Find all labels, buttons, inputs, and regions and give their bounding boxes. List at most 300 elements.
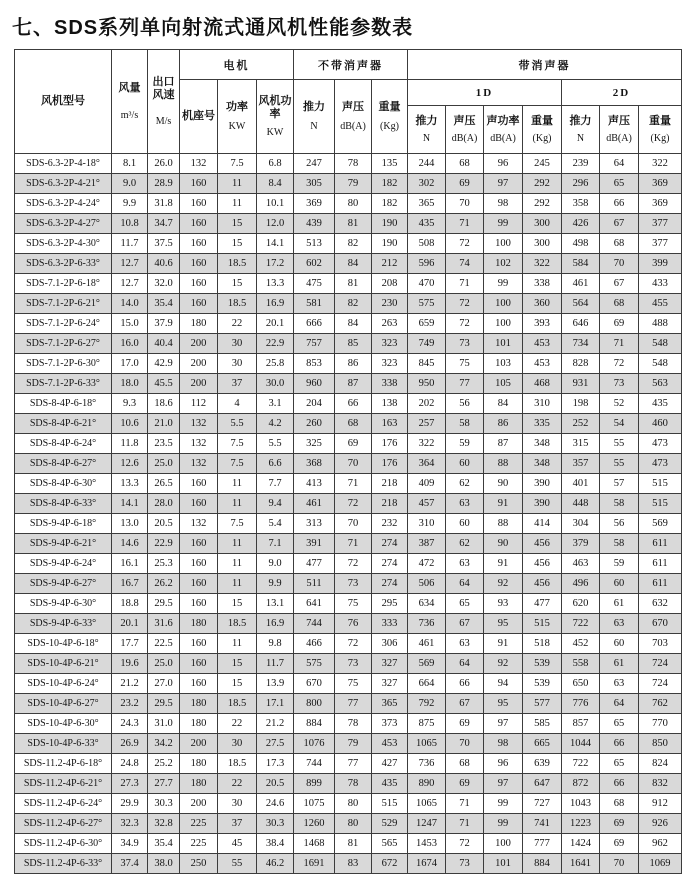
group-header-1d: 1D [408, 80, 562, 106]
value-cell: 22.5 [148, 634, 180, 654]
value-cell: 208 [372, 274, 408, 294]
table-row [15, 314, 682, 334]
value-cell: 65 [600, 754, 639, 774]
fan-model-cell: SDS-11.2-4P-6-33° [15, 854, 112, 874]
value-cell: 160 [180, 194, 218, 214]
fan-model-cell: SDS-9-4P-6-24° [15, 554, 112, 574]
value-cell: 132 [180, 154, 218, 174]
value-cell: 364 [408, 454, 446, 474]
value-cell: 32.3 [112, 814, 148, 834]
value-cell: 3.1 [257, 394, 294, 414]
value-cell: 348 [523, 434, 562, 454]
value-cell: 453 [523, 354, 562, 374]
value-cell: 1076 [294, 734, 335, 754]
value-cell: 61 [600, 654, 639, 674]
value-cell: 112 [180, 394, 218, 414]
value-cell: 75 [335, 674, 372, 694]
value-cell: 60 [600, 634, 639, 654]
fan-model-cell: SDS-11.2-4P-6-27° [15, 814, 112, 834]
value-cell: 182 [372, 194, 408, 214]
value-cell: 56 [446, 394, 484, 414]
col-header-power: 功率 KW [218, 80, 257, 154]
value-cell: 77 [335, 754, 372, 774]
value-cell: 1260 [294, 814, 335, 834]
value-cell: 7.5 [218, 154, 257, 174]
value-cell: 46.2 [257, 854, 294, 874]
value-cell: 26.9 [112, 734, 148, 754]
value-cell: 670 [639, 614, 682, 634]
value-cell: 777 [523, 834, 562, 854]
value-cell: 23.2 [112, 694, 148, 714]
value-cell: 30 [218, 334, 257, 354]
value-cell: 16.7 [112, 574, 148, 594]
value-cell: 30 [218, 354, 257, 374]
table-row [15, 734, 682, 754]
value-cell: 160 [180, 474, 218, 494]
value-cell: 575 [294, 654, 335, 674]
value-cell: 100 [484, 294, 523, 314]
table-header [15, 50, 682, 154]
value-cell: 435 [408, 214, 446, 234]
value-cell: 72 [446, 834, 484, 854]
value-cell: 875 [408, 714, 446, 734]
value-cell: 160 [180, 654, 218, 674]
value-cell: 722 [562, 754, 600, 774]
value-cell: 558 [562, 654, 600, 674]
value-cell: 322 [523, 254, 562, 274]
value-cell: 21.2 [112, 674, 148, 694]
fan-model-cell: SDS-8-4P-6-21° [15, 414, 112, 434]
value-cell: 9.9 [112, 194, 148, 214]
value-cell: 6.8 [257, 154, 294, 174]
value-cell: 9.8 [257, 634, 294, 654]
value-cell: 97 [484, 714, 523, 734]
value-cell: 1065 [408, 734, 446, 754]
value-cell: 666 [294, 314, 335, 334]
table-row [15, 394, 682, 414]
value-cell: 872 [562, 774, 600, 794]
table-row [15, 834, 682, 854]
value-cell: 1044 [562, 734, 600, 754]
value-cell: 132 [180, 434, 218, 454]
value-cell: 456 [523, 534, 562, 554]
value-cell: 13.3 [112, 474, 148, 494]
table-row [15, 374, 682, 394]
value-cell: 77 [335, 694, 372, 714]
value-cell: 539 [523, 654, 562, 674]
value-cell: 477 [523, 594, 562, 614]
page-title: 七、SDS系列单向射流式通风机性能参数表 [12, 17, 414, 39]
value-cell: 453 [372, 734, 408, 754]
value-cell: 390 [523, 474, 562, 494]
value-cell: 79 [335, 174, 372, 194]
value-cell: 18.5 [218, 754, 257, 774]
value-cell: 71 [335, 474, 372, 494]
value-cell: 22.9 [257, 334, 294, 354]
fan-model-cell: SDS-6.3-2P-4-21° [15, 174, 112, 194]
value-cell: 37 [218, 374, 257, 394]
value-cell: 73 [446, 334, 484, 354]
value-cell: 323 [372, 354, 408, 374]
value-cell: 70 [335, 514, 372, 534]
value-cell: 22 [218, 314, 257, 334]
value-cell: 15 [218, 214, 257, 234]
group-header-no-silencer: 不带消声器 [294, 50, 408, 80]
table-row [15, 754, 682, 774]
value-cell: 244 [408, 154, 446, 174]
value-cell: 90 [484, 534, 523, 554]
value-cell: 225 [180, 814, 218, 834]
value-cell: 54 [600, 414, 639, 434]
value-cell: 30 [218, 794, 257, 814]
value-cell: 71 [600, 334, 639, 354]
table-row [15, 814, 682, 834]
value-cell: 14.1 [257, 234, 294, 254]
value-cell: 14.0 [112, 294, 148, 314]
value-cell: 26.2 [148, 574, 180, 594]
value-cell: 11 [218, 554, 257, 574]
value-cell: 160 [180, 174, 218, 194]
value-cell: 66 [446, 674, 484, 694]
fan-model-cell: SDS-7.1-2P-6-18° [15, 274, 112, 294]
value-cell: 180 [180, 314, 218, 334]
value-cell: 87 [335, 374, 372, 394]
value-cell: 461 [562, 274, 600, 294]
value-cell: 38.0 [148, 854, 180, 874]
value-cell: 369 [639, 194, 682, 214]
value-cell: 29.9 [112, 794, 148, 814]
table-row [15, 454, 682, 474]
fan-model-cell: SDS-7.1-2P-6-24° [15, 314, 112, 334]
value-cell: 744 [294, 754, 335, 774]
value-cell: 899 [294, 774, 335, 794]
table-row [15, 674, 682, 694]
value-cell: 190 [372, 214, 408, 234]
value-cell: 749 [408, 334, 446, 354]
table-row [15, 634, 682, 654]
table-row [15, 494, 682, 514]
value-cell: 101 [484, 854, 523, 874]
value-cell: 390 [523, 494, 562, 514]
value-cell: 1691 [294, 854, 335, 874]
fan-model-cell: SDS-6.3-2P-4-30° [15, 234, 112, 254]
value-cell: 5.5 [257, 434, 294, 454]
value-cell: 305 [294, 174, 335, 194]
value-cell: 69 [446, 174, 484, 194]
value-cell: 548 [639, 354, 682, 374]
value-cell: 97 [484, 174, 523, 194]
value-cell: 448 [562, 494, 600, 514]
value-cell: 15 [218, 654, 257, 674]
value-cell: 455 [639, 294, 682, 314]
value-cell: 37.4 [112, 854, 148, 874]
value-cell: 22 [218, 774, 257, 794]
value-cell: 61 [600, 594, 639, 614]
value-cell: 96 [484, 154, 523, 174]
value-cell: 70 [446, 734, 484, 754]
value-cell: 824 [639, 754, 682, 774]
value-cell: 67 [600, 214, 639, 234]
table-row [15, 254, 682, 274]
value-cell: 263 [372, 314, 408, 334]
value-cell: 884 [523, 854, 562, 874]
value-cell: 23.5 [148, 434, 180, 454]
col-header-sound-pressure-1d: 声压 dB(A) [446, 106, 484, 154]
fan-model-cell: SDS-6.3-2P-6-33° [15, 254, 112, 274]
value-cell: 360 [523, 294, 562, 314]
value-cell: 672 [372, 854, 408, 874]
value-cell: 7.5 [218, 434, 257, 454]
value-cell: 10.8 [112, 214, 148, 234]
value-cell: 426 [562, 214, 600, 234]
value-cell: 10.1 [257, 194, 294, 214]
value-cell: 70 [335, 454, 372, 474]
value-cell: 295 [372, 594, 408, 614]
fan-model-cell: SDS-10-4P-6-24° [15, 674, 112, 694]
value-cell: 86 [335, 354, 372, 374]
value-cell: 82 [335, 294, 372, 314]
value-cell: 40.4 [148, 334, 180, 354]
value-cell: 584 [562, 254, 600, 274]
value-cell: 160 [180, 274, 218, 294]
value-cell: 83 [335, 854, 372, 874]
value-cell: 620 [562, 594, 600, 614]
value-cell: 63 [600, 674, 639, 694]
value-cell: 28.9 [148, 174, 180, 194]
value-cell: 91 [484, 634, 523, 654]
value-cell: 80 [335, 794, 372, 814]
value-cell: 63 [446, 494, 484, 514]
col-header-outlet-speed: 出口风速 M/s [148, 50, 180, 154]
value-cell: 72 [446, 294, 484, 314]
value-cell: 828 [562, 354, 600, 374]
value-cell: 456 [523, 574, 562, 594]
value-cell: 496 [562, 574, 600, 594]
value-cell: 734 [562, 334, 600, 354]
value-cell: 472 [408, 554, 446, 574]
value-cell: 17.7 [112, 634, 148, 654]
value-cell: 37.5 [148, 234, 180, 254]
value-cell: 296 [562, 174, 600, 194]
value-cell: 57 [600, 474, 639, 494]
value-cell: 250 [180, 854, 218, 874]
value-cell: 64 [600, 694, 639, 714]
value-cell: 69 [600, 834, 639, 854]
fan-model-cell: SDS-6.3-2P-4-27° [15, 214, 112, 234]
fan-model-cell: SDS-6.3-2P-4-18° [15, 154, 112, 174]
value-cell: 792 [408, 694, 446, 714]
value-cell: 8.1 [112, 154, 148, 174]
value-cell: 85 [335, 334, 372, 354]
value-cell: 466 [294, 634, 335, 654]
fan-model-cell: SDS-9-4P-6-30° [15, 594, 112, 614]
value-cell: 641 [294, 594, 335, 614]
fan-model-cell: SDS-6.3-2P-4-24° [15, 194, 112, 214]
value-cell: 1043 [562, 794, 600, 814]
value-cell: 401 [562, 474, 600, 494]
value-cell: 11 [218, 534, 257, 554]
value-cell: 70 [446, 194, 484, 214]
value-cell: 379 [562, 534, 600, 554]
table-row [15, 214, 682, 234]
value-cell: 632 [639, 594, 682, 614]
value-cell: 160 [180, 534, 218, 554]
value-cell: 102 [484, 254, 523, 274]
value-cell: 7.5 [218, 514, 257, 534]
value-cell: 98 [484, 734, 523, 754]
value-cell: 56 [600, 514, 639, 534]
value-cell: 435 [372, 774, 408, 794]
value-cell: 67 [600, 274, 639, 294]
value-cell: 659 [408, 314, 446, 334]
value-cell: 611 [639, 554, 682, 574]
fan-model-cell: SDS-11.2-4P-6-30° [15, 834, 112, 854]
value-cell: 72 [335, 634, 372, 654]
table-row [15, 654, 682, 674]
table-row [15, 514, 682, 534]
value-cell: 160 [180, 234, 218, 254]
value-cell: 86 [484, 414, 523, 434]
value-cell: 513 [294, 234, 335, 254]
value-cell: 55 [600, 454, 639, 474]
value-cell: 857 [562, 714, 600, 734]
value-cell: 12.7 [112, 254, 148, 274]
value-cell: 365 [372, 694, 408, 714]
value-cell: 456 [523, 554, 562, 574]
value-cell: 15 [218, 274, 257, 294]
value-cell: 387 [408, 534, 446, 554]
value-cell: 62 [446, 534, 484, 554]
value-cell: 724 [639, 674, 682, 694]
value-cell: 11.7 [257, 654, 294, 674]
value-cell: 70 [600, 854, 639, 874]
value-cell: 27.7 [148, 774, 180, 794]
value-cell: 18.6 [148, 394, 180, 414]
col-header-fan-model: 风机型号 [15, 50, 112, 154]
value-cell: 99 [484, 794, 523, 814]
value-cell: 71 [446, 814, 484, 834]
value-cell: 9.0 [112, 174, 148, 194]
table-row [15, 294, 682, 314]
value-cell: 304 [562, 514, 600, 534]
value-cell: 646 [562, 314, 600, 334]
value-cell: 93 [484, 594, 523, 614]
value-cell: 884 [294, 714, 335, 734]
fan-model-cell: SDS-7.1-2P-6-33° [15, 374, 112, 394]
value-cell: 84 [335, 254, 372, 274]
value-cell: 60 [446, 454, 484, 474]
value-cell: 377 [639, 234, 682, 254]
value-cell: 16.9 [257, 294, 294, 314]
value-cell: 16.0 [112, 334, 148, 354]
value-cell: 87 [484, 434, 523, 454]
col-header-thrust-1d: 推力 N [408, 106, 446, 154]
value-cell: 35.4 [148, 294, 180, 314]
value-cell: 18.5 [218, 294, 257, 314]
value-cell: 200 [180, 334, 218, 354]
value-cell: 15 [218, 674, 257, 694]
value-cell: 368 [294, 454, 335, 474]
value-cell: 160 [180, 594, 218, 614]
value-cell: 17.3 [257, 754, 294, 774]
value-cell: 80 [335, 814, 372, 834]
fan-model-cell: SDS-9-4P-6-33° [15, 614, 112, 634]
value-cell: 176 [372, 454, 408, 474]
value-cell: 17.1 [257, 694, 294, 714]
value-cell: 65 [600, 174, 639, 194]
value-cell: 91 [484, 554, 523, 574]
value-cell: 38.4 [257, 834, 294, 854]
value-cell: 488 [639, 314, 682, 334]
value-cell: 180 [180, 774, 218, 794]
value-cell: 25.8 [257, 354, 294, 374]
value-cell: 247 [294, 154, 335, 174]
value-cell: 25.3 [148, 554, 180, 574]
value-cell: 91 [484, 494, 523, 514]
value-cell: 35.4 [148, 834, 180, 854]
value-cell: 11 [218, 474, 257, 494]
value-cell: 15 [218, 234, 257, 254]
value-cell: 950 [408, 374, 446, 394]
value-cell: 11 [218, 634, 257, 654]
value-cell: 68 [446, 154, 484, 174]
value-cell: 18.0 [112, 374, 148, 394]
value-cell: 1223 [562, 814, 600, 834]
value-cell: 274 [372, 534, 408, 554]
value-cell: 724 [639, 654, 682, 674]
value-cell: 453 [523, 334, 562, 354]
value-cell: 34.7 [148, 214, 180, 234]
value-cell: 76 [335, 614, 372, 634]
value-cell: 757 [294, 334, 335, 354]
value-cell: 34.9 [112, 834, 148, 854]
value-cell: 575 [408, 294, 446, 314]
value-cell: 68 [335, 414, 372, 434]
value-cell: 66 [335, 394, 372, 414]
value-cell: 439 [294, 214, 335, 234]
value-cell: 11 [218, 494, 257, 514]
value-cell: 26.5 [148, 474, 180, 494]
value-cell: 99 [484, 814, 523, 834]
value-cell: 63 [600, 614, 639, 634]
value-cell: 569 [408, 654, 446, 674]
value-cell: 14.6 [112, 534, 148, 554]
value-cell: 634 [408, 594, 446, 614]
value-cell: 427 [372, 754, 408, 774]
table-row [15, 174, 682, 194]
value-cell: 82 [335, 234, 372, 254]
value-cell: 722 [562, 614, 600, 634]
value-cell: 31.8 [148, 194, 180, 214]
value-cell: 200 [180, 734, 218, 754]
table-row [15, 234, 682, 254]
value-cell: 369 [294, 194, 335, 214]
value-cell: 66 [600, 194, 639, 214]
value-cell: 34.2 [148, 734, 180, 754]
value-cell: 95 [484, 614, 523, 634]
value-cell: 98 [484, 194, 523, 214]
value-cell: 103 [484, 354, 523, 374]
value-cell: 18.5 [218, 694, 257, 714]
value-cell: 17.2 [257, 254, 294, 274]
value-cell: 59 [600, 554, 639, 574]
value-cell: 596 [408, 254, 446, 274]
fan-model-cell: SDS-10-4P-6-27° [15, 694, 112, 714]
fan-model-cell: SDS-8-4P-6-18° [15, 394, 112, 414]
value-cell: 60 [446, 514, 484, 534]
value-cell: 310 [408, 514, 446, 534]
value-cell: 515 [639, 494, 682, 514]
